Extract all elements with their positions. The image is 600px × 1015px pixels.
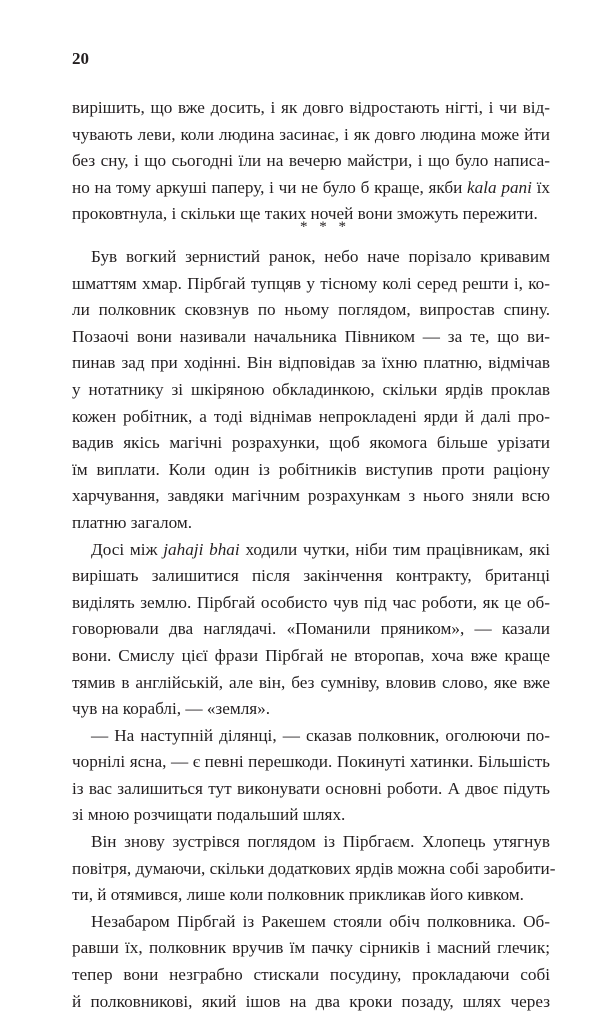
paragraph-block-continued: [72, 95, 550, 228]
text-line: чувають леви, коли людина засинає, і як довго людина може йти: [72, 124, 550, 144]
text-line: повітря, думаючи, скільки додаткових ярдів можна собі заробити-: [72, 858, 556, 878]
text-line: чув на кораблі, — «земля».: [72, 699, 271, 719]
text-line: проковтнула, і скільки ще таких ночей вони зможуть пережити.: [72, 204, 538, 224]
text-line: говорювали два наглядачі. «Поманили пряником», — казали: [72, 619, 550, 639]
text-fragment: ходили чутки, ніби тим працівникам, які: [239, 539, 550, 559]
text-line: виділять землю. Пірбгай особисто чув під час роботи, як це об-: [72, 592, 550, 612]
text-line: — На наступній ділянці, — сказав полковник, оголюючи по-: [91, 725, 550, 745]
text-line: зі мною розчищати подальший шлях.: [72, 805, 346, 825]
text-line: тямив в англійській, але він, без сумніву, вловив слово, яке вже: [72, 672, 550, 692]
text-line: ли полковник сковзнув по ньому поглядом, випростав спину.: [72, 300, 550, 320]
text-line: ти, й отямився, лише коли полковник прикликав його кивком.: [72, 885, 524, 905]
text-line: [72, 175, 550, 202]
text-fragment: но на тому аркуші паперу, і чи не було б краще, якби: [72, 177, 468, 197]
text-line: й полковникові, який ішов на два кроки позаду, шлях через: [72, 991, 550, 1011]
page-number: 20: [72, 49, 89, 68]
text-line: вони. Смислу цієї фрази Пірбгай не второпав, хоча вже краще: [72, 645, 550, 665]
text-line: вирішить, що вже досить, і як довго відростають нігті, і чи від-: [72, 98, 550, 117]
text-line: харчування, завдяки магічним розрахункам з нього зняли всю: [72, 486, 550, 506]
text-line: у нотатнику зі шкіряною обкладинкою, скільки ярдів проклав: [72, 379, 550, 399]
text-line: Був вогкий зернистий ранок, небо наче порізало кривавим: [91, 247, 550, 266]
text-line: Він знову зустрівся поглядом із Пірбгаєм. Хлопець утягнув: [91, 832, 550, 852]
text-line: вирішать залишитися після закінчення контракту, британці: [72, 566, 550, 586]
text-line: чорнілі ясна, — є певні перешкоди. Покинуті хатинки. Більшість: [72, 752, 550, 772]
text-line: кожен робітник, а тоді віднімав непрокладені ярди й далі про-: [72, 406, 550, 426]
section-separator: * * *: [300, 219, 350, 235]
text-line: равши їх, полковник вручив їм пачку сірників і масний глечик;: [72, 938, 550, 958]
text-fragment: їх: [531, 177, 550, 197]
text-line: без сну, і що сьогодні їли на вечерю майстри, і що було написа-: [72, 151, 550, 171]
text-line: шматтям хмар. Пірбгай тупцяв у тісному колі серед решти і, ко-: [72, 273, 550, 293]
text-line: із вас залишиться тут виконувати основні роботи. А двоє підуть: [72, 778, 550, 798]
text-line: Позаочі вони називали начальника Півником — за те, що ви-: [72, 326, 550, 346]
text-line: платню загалом.: [72, 512, 193, 532]
text-line: [72, 537, 550, 564]
text-line: їм виплати. Коли один із робітників виступив проти раціону: [72, 459, 550, 479]
text-line: Незабаром Пірбгай із Ракешем стояли обіч полковника. Об-: [91, 911, 550, 931]
text-fragment: Досі між: [91, 539, 164, 559]
italic-term: jahaji bhai: [163, 539, 240, 559]
text-line: пинав зад при ходінні. Він відповідав за їхню платню, відмічав: [72, 353, 550, 373]
text-line: тепер вони незграбно стискали посудину, прокладаючи собі: [72, 965, 550, 985]
text-line: вадив якісь магічні розрахунки, щоб якомога більше урізати: [72, 433, 550, 453]
paragraph-block-main: [72, 244, 556, 1015]
italic-term: kala pani: [467, 177, 532, 197]
